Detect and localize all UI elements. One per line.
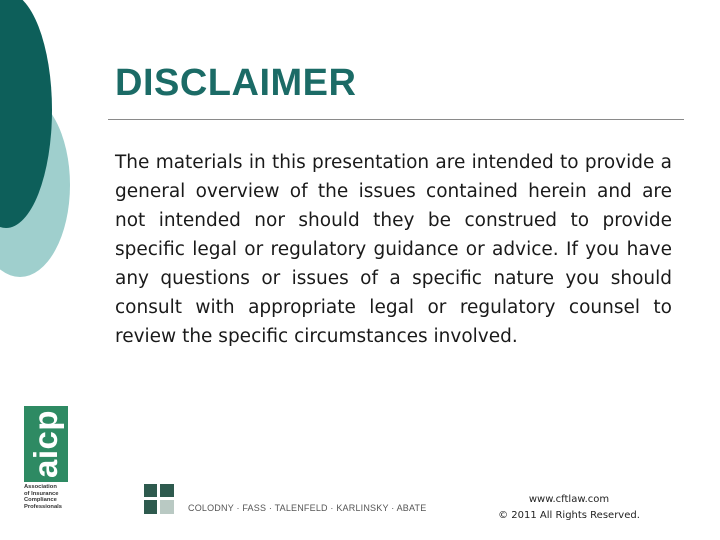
aicp-subtitle-line: Compliance: [24, 497, 57, 504]
slide-title: DISCLAIMER: [115, 62, 357, 104]
firm-logo-icon: [144, 484, 174, 514]
firm-name: COLODNY · FASS · TALENFELD · KARLINSKY · ABATE: [188, 503, 427, 513]
aicp-logo-text: aicp: [27, 409, 64, 479]
aicp-subtitle-line: Professionals: [24, 503, 63, 510]
aicp-subtitle-line: of Insurance: [24, 490, 59, 497]
title-divider: [108, 119, 684, 120]
website-link[interactable]: www.cftlaw.com: [528, 494, 610, 505]
decorative-circles: [0, 0, 120, 300]
aicp-logo-subtitle: [24, 484, 84, 510]
disclaimer-text: The materials in this presentation are intended to provide a general overview of the issues contained herein and are not intended nor should they be construed to provide specific legal or regulatory guidance or advice. If you have any questions or issues of a specific nature you should consult with appropriate legal or regulatory counsel to review the specific circumstances involved.: [115, 152, 672, 347]
copyright-text: © 2011 All Rights Reserved.: [498, 510, 640, 521]
aicp-subtitle-line: Association: [24, 484, 57, 490]
aicp-logo: [24, 406, 68, 482]
footer-info: [498, 492, 640, 524]
